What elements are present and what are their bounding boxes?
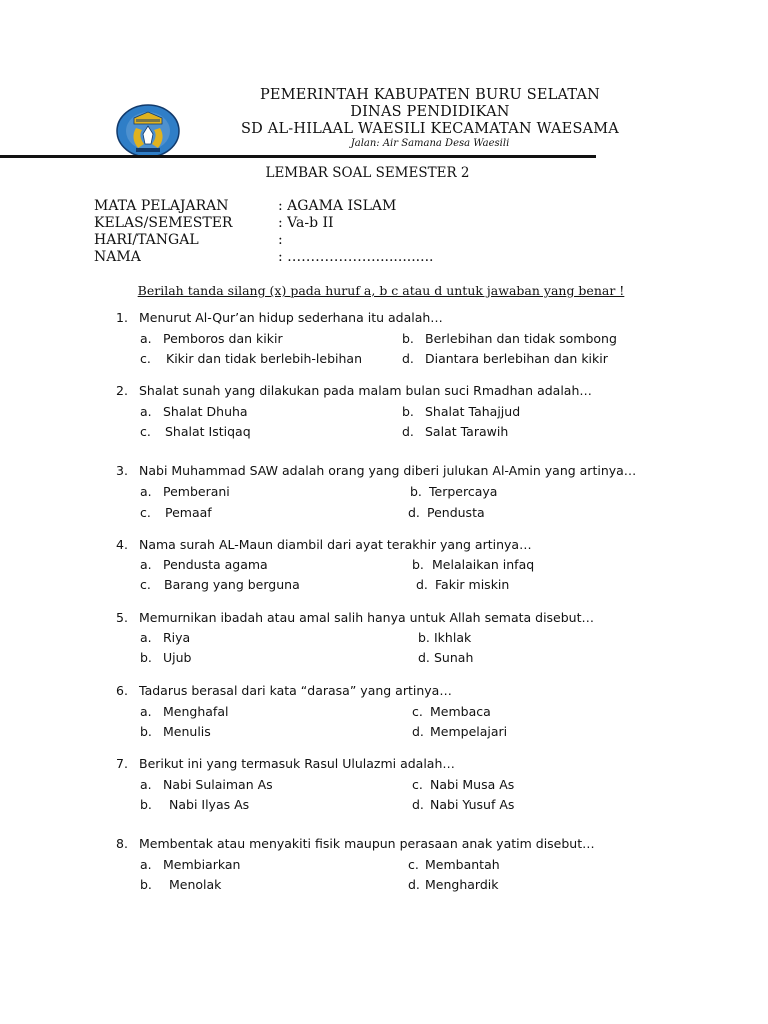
identity-value: :: [278, 232, 283, 248]
answer-option: [140, 484, 230, 499]
option-text: Ujub: [163, 650, 192, 665]
question-text: Tadarus berasal dari kata “darasa” yang artinya…: [139, 683, 452, 698]
answer-option: [402, 331, 617, 346]
identity-label: HARI/TANGAL: [94, 232, 199, 248]
answer-option: [412, 704, 491, 719]
option-text: Menolak: [169, 877, 222, 892]
answer-option: [416, 577, 509, 592]
option-letter: a.: [140, 557, 152, 572]
option-letter: d.: [416, 577, 428, 592]
answer-option: [412, 797, 514, 812]
identity-label: NAMA: [94, 249, 141, 265]
option-letter: b.: [140, 797, 152, 812]
option-letter: c.: [140, 424, 151, 439]
option-letter: b.: [402, 404, 414, 419]
answer-option: [140, 650, 191, 665]
option-text: Pemberani: [163, 484, 230, 499]
option-text: Berlebihan dan tidak sombong: [425, 331, 617, 346]
question-number: 5.: [116, 610, 128, 625]
option-text: Membantah: [425, 857, 500, 872]
option-letter: a.: [140, 857, 152, 872]
option-letter: b.: [410, 484, 422, 499]
option-letter: c.: [412, 704, 423, 719]
option-letter: d.: [412, 724, 424, 739]
option-letter: b.: [412, 557, 424, 572]
option-text: Pendusta: [427, 505, 485, 520]
option-text: Nabi Yusuf As: [430, 797, 515, 812]
option-letter: c.: [140, 505, 151, 520]
option-text: Fakir miskin: [435, 577, 510, 592]
option-letter: d.: [418, 650, 430, 665]
option-letter: d.: [408, 877, 420, 892]
question-text: Memurnikan ibadah atau amal salih hanya untuk Allah semata disebut…: [139, 610, 595, 625]
identity-label: MATA PELAJARAN: [94, 198, 229, 214]
question-number: 2.: [116, 383, 128, 398]
answer-option: [408, 505, 485, 520]
option-text: Menghardik: [425, 877, 499, 892]
option-letter: c.: [412, 777, 423, 792]
answer-option: [408, 857, 500, 872]
option-letter: a.: [140, 630, 152, 645]
answer-option: [140, 505, 212, 520]
answer-option: [410, 484, 497, 499]
option-letter: a.: [140, 484, 152, 499]
answer-option: [140, 577, 300, 592]
government-heading: PEMERINTAH KABUPATEN BURU SELATAN: [259, 87, 601, 103]
question-number: 8.: [116, 836, 128, 851]
option-text: Nabi Ilyas As: [169, 797, 250, 812]
option-text: Mempelajari: [430, 724, 508, 739]
option-text: Membiarkan: [163, 857, 241, 872]
option-text: Kikir dan tidak berlebih-lebihan: [166, 351, 363, 366]
option-text: Menghafal: [163, 704, 229, 719]
answer-option: [140, 557, 268, 572]
option-letter: d.: [408, 505, 420, 520]
answer-option: [140, 351, 362, 366]
school-address: Jalan: Air Samana Desa Waesili: [350, 138, 510, 149]
option-letter: b.: [140, 724, 152, 739]
option-text: Nabi Musa As: [430, 777, 515, 792]
question-text: Membentak atau menyakiti fisik maupun perasaan anak yatim disebut…: [139, 836, 595, 851]
option-letter: d.: [402, 424, 414, 439]
question-number: 6.: [116, 683, 128, 698]
question-number: 3.: [116, 463, 128, 478]
option-letter: a.: [140, 704, 152, 719]
option-text: Diantara berlebihan dan kikir: [425, 351, 608, 366]
option-letter: a.: [140, 404, 152, 419]
option-letter: a.: [140, 777, 152, 792]
question-number: 1.: [116, 310, 128, 325]
option-letter: b.: [402, 331, 414, 346]
answer-option: [140, 704, 228, 719]
answer-option: [402, 424, 508, 439]
option-text: Barang yang berguna: [164, 577, 300, 592]
option-text: Pendusta agama: [163, 557, 268, 572]
option-text: Shalat Dhuha: [163, 404, 248, 419]
sheet-title: LEMBAR SOAL SEMESTER 2: [265, 165, 470, 181]
identity-value: : Va-b II: [278, 215, 334, 231]
identity-value: : ………………..............: [278, 249, 434, 265]
answer-option: [140, 630, 190, 645]
identity-value: : AGAMA ISLAM: [278, 198, 397, 214]
tut-wuri-handayani-logo: [116, 104, 180, 158]
question-number: 7.: [116, 756, 128, 771]
answer-option: [412, 777, 514, 792]
answer-option: [140, 724, 211, 739]
answer-option: [408, 877, 498, 892]
option-letter: c.: [140, 577, 151, 592]
question-number: 4.: [116, 537, 128, 552]
option-text: Shalat Tahajjud: [425, 404, 521, 419]
option-text: Riya: [163, 630, 191, 645]
answer-option: [140, 404, 248, 419]
question-text: Menurut Al-Qur’an hidup sederhana itu adalah…: [139, 310, 443, 325]
question-text: Nabi Muhammad SAW adalah orang yang diberi julukan Al-Amin yang artinya…: [139, 463, 637, 478]
question-text: Shalat sunah yang dilakukan pada malam bulan suci Rmadhan adalah…: [139, 383, 592, 398]
instruction: Berilah tanda silang (x) pada huruf a, b c atau d untuk jawaban yang benar !: [137, 283, 625, 298]
option-text: Sunah: [434, 650, 474, 665]
answer-option: [140, 857, 240, 872]
option-text: Pemboros dan kikir: [163, 331, 283, 346]
option-letter: b.: [418, 630, 430, 645]
letterhead-divider: [0, 155, 596, 158]
answer-option: [412, 557, 534, 572]
answer-option: [402, 404, 520, 419]
option-text: Melalaikan infaq: [432, 557, 535, 572]
department-heading: DINAS PENDIDIKAN: [350, 104, 510, 120]
option-letter: c.: [408, 857, 419, 872]
option-text: Nabi Sulaiman As: [163, 777, 273, 792]
option-letter: d.: [412, 797, 424, 812]
option-text: Terpercaya: [429, 484, 498, 499]
option-text: Salat Tarawih: [425, 424, 509, 439]
option-text: Menulis: [163, 724, 211, 739]
option-letter: d.: [402, 351, 414, 366]
identity-label: KELAS/SEMESTER: [94, 215, 233, 231]
question-text: Berikut ini yang termasuk Rasul Ululazmi adalah…: [139, 756, 455, 771]
option-text: Membaca: [430, 704, 491, 719]
option-text: Ikhlak: [434, 630, 472, 645]
question-text: Nama surah AL-Maun diambil dari ayat terakhir yang artinya…: [139, 537, 532, 552]
answer-option: [140, 331, 283, 346]
answer-option: [140, 777, 273, 792]
answer-option: [418, 650, 473, 665]
option-letter: c.: [140, 351, 151, 366]
answer-option: [412, 724, 507, 739]
option-letter: a.: [140, 331, 152, 346]
answer-option: [402, 351, 608, 366]
answer-option: [140, 797, 249, 812]
school-heading: SD AL-HILAAL WAESILI KECAMATAN WAESAMA: [241, 121, 619, 137]
answer-option: [140, 424, 251, 439]
option-letter: b.: [140, 877, 152, 892]
answer-option: [140, 877, 221, 892]
option-text: Pemaaf: [165, 505, 212, 520]
option-text: Shalat Istiqaq: [165, 424, 251, 439]
answer-option: [418, 630, 471, 645]
option-letter: b.: [140, 650, 152, 665]
